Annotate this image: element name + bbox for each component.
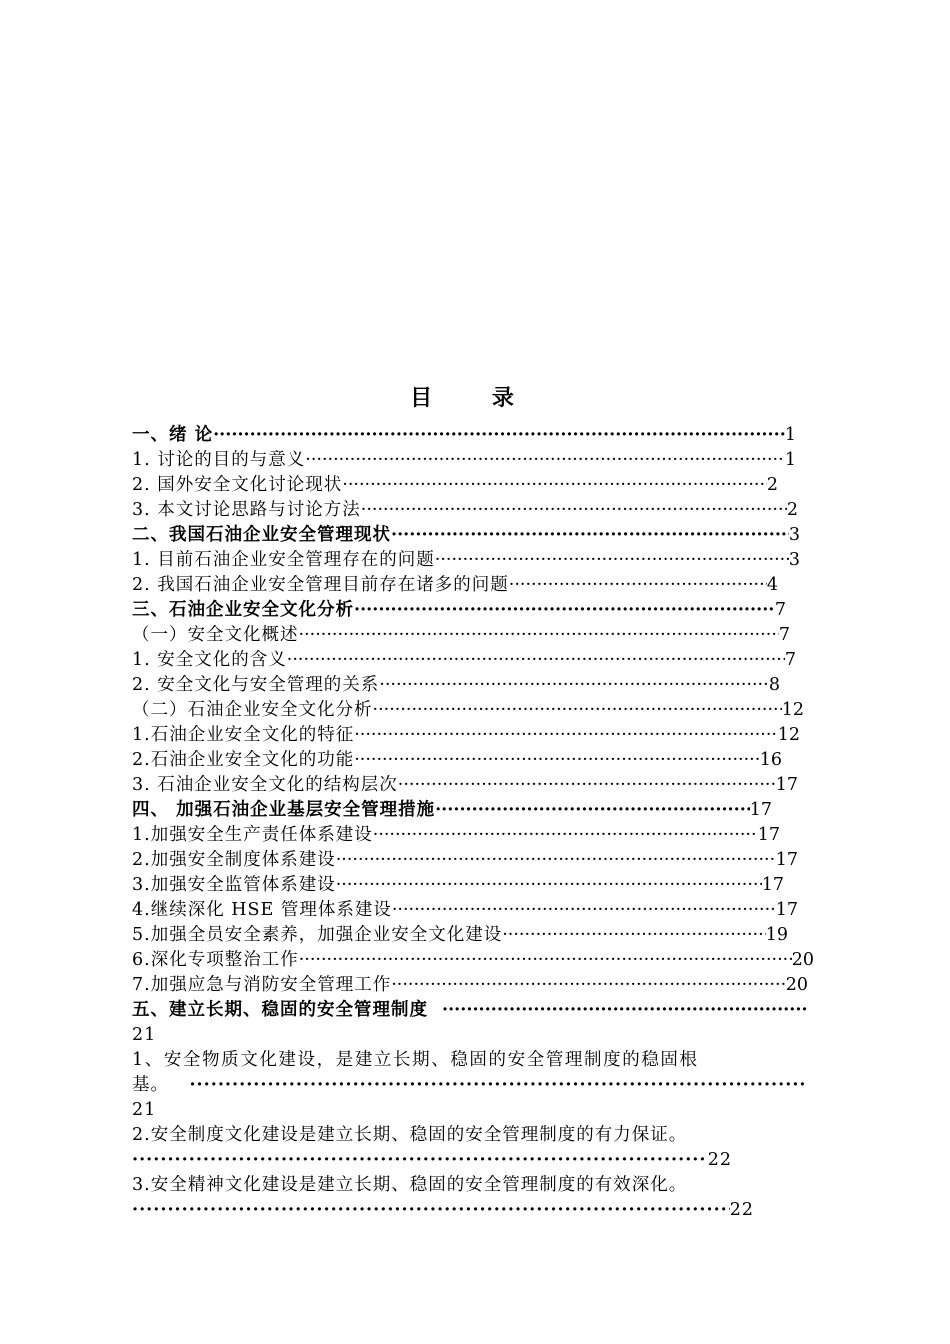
toc-entry[interactable] bbox=[132, 648, 796, 673]
toc-entry[interactable] bbox=[132, 448, 796, 473]
toc-entry-label: 2. 国外安全文化讨论现状 bbox=[132, 475, 343, 495]
toc-entry[interactable] bbox=[132, 973, 808, 998]
toc-entry-label: 2. 我国石油企业安全管理目前存在诸多的问题 bbox=[132, 575, 509, 595]
toc-entry-label: 2. 安全文化与安全管理的关系 bbox=[132, 675, 380, 695]
toc-entry-label: 五、建立长期、稳固的安全管理制度 bbox=[132, 1000, 428, 1020]
dot-leader bbox=[354, 723, 778, 748]
toc-entry-page-number: 19 bbox=[765, 925, 788, 945]
toc-entry-page-number: 2 bbox=[786, 500, 798, 520]
toc-entry[interactable] bbox=[132, 623, 790, 648]
toc-entry[interactable] bbox=[132, 848, 798, 873]
toc-entry[interactable] bbox=[132, 898, 798, 923]
toc-entry-label: 7.加强应急与消防安全管理工作 bbox=[132, 975, 392, 995]
toc-entry-page-number: 17 bbox=[775, 900, 798, 920]
toc-entry-page-number: 4 bbox=[766, 575, 778, 595]
toc-entry-label: 2.石油企业安全文化的功能 bbox=[132, 750, 355, 770]
dot-leader bbox=[213, 423, 785, 448]
toc-title: 目 录 bbox=[410, 385, 540, 411]
dot-leader bbox=[132, 1198, 730, 1223]
toc-entry-label: 2.安全制度文化建设是建立长期、稳固的安全管理制度的有力保证。 bbox=[132, 1125, 688, 1145]
toc-entry-label: 四、 加强石油企业基层安全管理措施 bbox=[132, 800, 436, 820]
dot-leader bbox=[502, 923, 766, 948]
toc-entry-page-number: 1 bbox=[784, 425, 796, 445]
toc-entry-page-number: 12 bbox=[781, 700, 804, 720]
dot-leader bbox=[435, 798, 750, 823]
toc-entry[interactable] bbox=[132, 498, 798, 523]
toc-entry-page-number: 16 bbox=[759, 750, 782, 770]
table-of-contents bbox=[132, 423, 814, 1223]
toc-entry-page-number: 12 bbox=[777, 725, 800, 745]
toc-entry-label: 4.继续深化 HSE 管理体系建设 bbox=[132, 900, 392, 920]
toc-entry-section-5[interactable] bbox=[132, 998, 808, 1023]
toc-entry-page-number: 22 bbox=[729, 1200, 754, 1220]
toc-entry-continuation bbox=[132, 1198, 754, 1223]
toc-entry-5-2[interactable] bbox=[132, 1123, 808, 1173]
toc-entry-label: 1. 安全文化的含义 bbox=[132, 650, 287, 670]
toc-entry-label: 1. 讨论的目的与意义 bbox=[132, 450, 306, 470]
toc-entry[interactable] bbox=[132, 523, 800, 548]
toc-entry-page-number: 17 bbox=[775, 775, 798, 795]
dot-leader bbox=[379, 673, 769, 698]
dot-leader bbox=[373, 698, 782, 723]
toc-entry-page-number: 21 bbox=[132, 1100, 157, 1120]
dot-leader bbox=[336, 873, 762, 898]
toc-entry-label: 1.石油企业安全文化的特征 bbox=[132, 725, 355, 745]
toc-entry-label: （一）安全文化概述 bbox=[132, 625, 299, 645]
toc-entry[interactable] bbox=[132, 798, 772, 823]
toc-entry[interactable] bbox=[132, 673, 780, 698]
toc-entry-page-number: 17 bbox=[775, 850, 798, 870]
toc-entry[interactable] bbox=[132, 598, 786, 623]
toc-entry[interactable] bbox=[132, 698, 804, 723]
toc-entry-label: 1. 目前石油企业安全管理存在的问题 bbox=[132, 550, 435, 570]
dot-leader bbox=[299, 623, 779, 648]
toc-entry-label: 5.加强全员安全素养，加强企业安全文化建设 bbox=[132, 925, 503, 945]
dot-leader bbox=[299, 948, 792, 973]
toc-entry-page-number: 7 bbox=[778, 625, 790, 645]
toc-entry-page-number: 3 bbox=[788, 550, 800, 570]
toc-entry-label: 一、绪 论 bbox=[132, 425, 214, 445]
dot-leader bbox=[132, 1148, 708, 1173]
toc-entry[interactable] bbox=[132, 773, 798, 798]
toc-entry[interactable] bbox=[132, 423, 796, 448]
toc-entry-page-number: 17 bbox=[757, 825, 780, 845]
toc-entry-label: 三、石油企业安全文化分析 bbox=[132, 600, 354, 620]
toc-entry[interactable] bbox=[132, 548, 800, 573]
toc-entry-5-1[interactable] bbox=[132, 1048, 808, 1123]
toc-entry[interactable] bbox=[132, 923, 788, 948]
dot-leader bbox=[391, 973, 786, 998]
toc-entry-5-3[interactable] bbox=[132, 1173, 808, 1223]
toc-entry-label: 3. 石油企业安全文化的结构层次 bbox=[132, 775, 398, 795]
toc-entry[interactable] bbox=[132, 873, 784, 898]
toc-entry-page-number: 17 bbox=[761, 875, 784, 895]
toc-entry-label: 1.加强安全生产责任体系建设 bbox=[132, 825, 373, 845]
dot-leader bbox=[354, 748, 760, 773]
toc-entry[interactable] bbox=[132, 748, 782, 773]
toc-entry-label: 3. 本文讨论思路与讨论方法 bbox=[132, 500, 361, 520]
dot-leader bbox=[435, 548, 789, 573]
toc-entry-label: 3.安全精神文化建设是建立长期、稳固的安全管理制度的有效深化。 bbox=[132, 1175, 688, 1195]
toc-entry[interactable] bbox=[132, 948, 814, 973]
toc-entry-label-end: 基。 bbox=[132, 1075, 169, 1095]
toc-entry-page-number: 7 bbox=[784, 650, 796, 670]
dot-leader bbox=[305, 448, 785, 473]
toc-entry-label: 二、我国石油企业安全管理现状 bbox=[132, 525, 391, 545]
toc-entry-page-number: 1 bbox=[784, 450, 796, 470]
toc-entry-continuation bbox=[132, 1073, 808, 1098]
dot-leader bbox=[354, 598, 775, 623]
toc-entry[interactable] bbox=[132, 823, 780, 848]
toc-entry[interactable] bbox=[132, 573, 778, 598]
toc-entry-label: 3.加强安全监管体系建设 bbox=[132, 875, 336, 895]
toc-entry-page-number: 20 bbox=[791, 950, 814, 970]
toc-entry-label: 6.深化专项整治工作 bbox=[132, 950, 299, 970]
dot-leader bbox=[342, 473, 767, 498]
dot-leader bbox=[391, 523, 789, 548]
toc-entry[interactable] bbox=[132, 723, 800, 748]
toc-entry-page-number: 21 bbox=[132, 1025, 157, 1045]
dot-leader bbox=[361, 498, 787, 523]
dot-leader bbox=[336, 848, 776, 873]
dot-leader bbox=[398, 773, 776, 798]
dot-leader bbox=[392, 898, 776, 923]
toc-entry-label: （二）石油企业安全文化分析 bbox=[132, 700, 373, 720]
toc-entry-label: 2.加强安全制度体系建设 bbox=[132, 850, 336, 870]
dot-leader bbox=[442, 998, 808, 1023]
toc-entry[interactable] bbox=[132, 473, 778, 498]
dot-leader bbox=[189, 1073, 808, 1098]
dot-leader bbox=[509, 573, 767, 598]
toc-entry-page-number: 20 bbox=[785, 975, 808, 995]
toc-entry-page-number: 7 bbox=[774, 600, 786, 620]
toc-entry-continuation bbox=[132, 1148, 732, 1173]
toc-entry-page-number: 17 bbox=[749, 800, 772, 820]
toc-entry-page-number: 22 bbox=[707, 1150, 732, 1170]
toc-entry-page-number: 3 bbox=[788, 525, 800, 545]
toc-entry-page-number: 2 bbox=[766, 475, 778, 495]
dot-leader bbox=[287, 648, 785, 673]
toc-entry-label: 1、安全物质文化建设，是建立长期、稳固的安全管理制度的稳固根 bbox=[132, 1050, 699, 1070]
toc-entry-page-number: 8 bbox=[768, 675, 780, 695]
dot-leader bbox=[373, 823, 758, 848]
